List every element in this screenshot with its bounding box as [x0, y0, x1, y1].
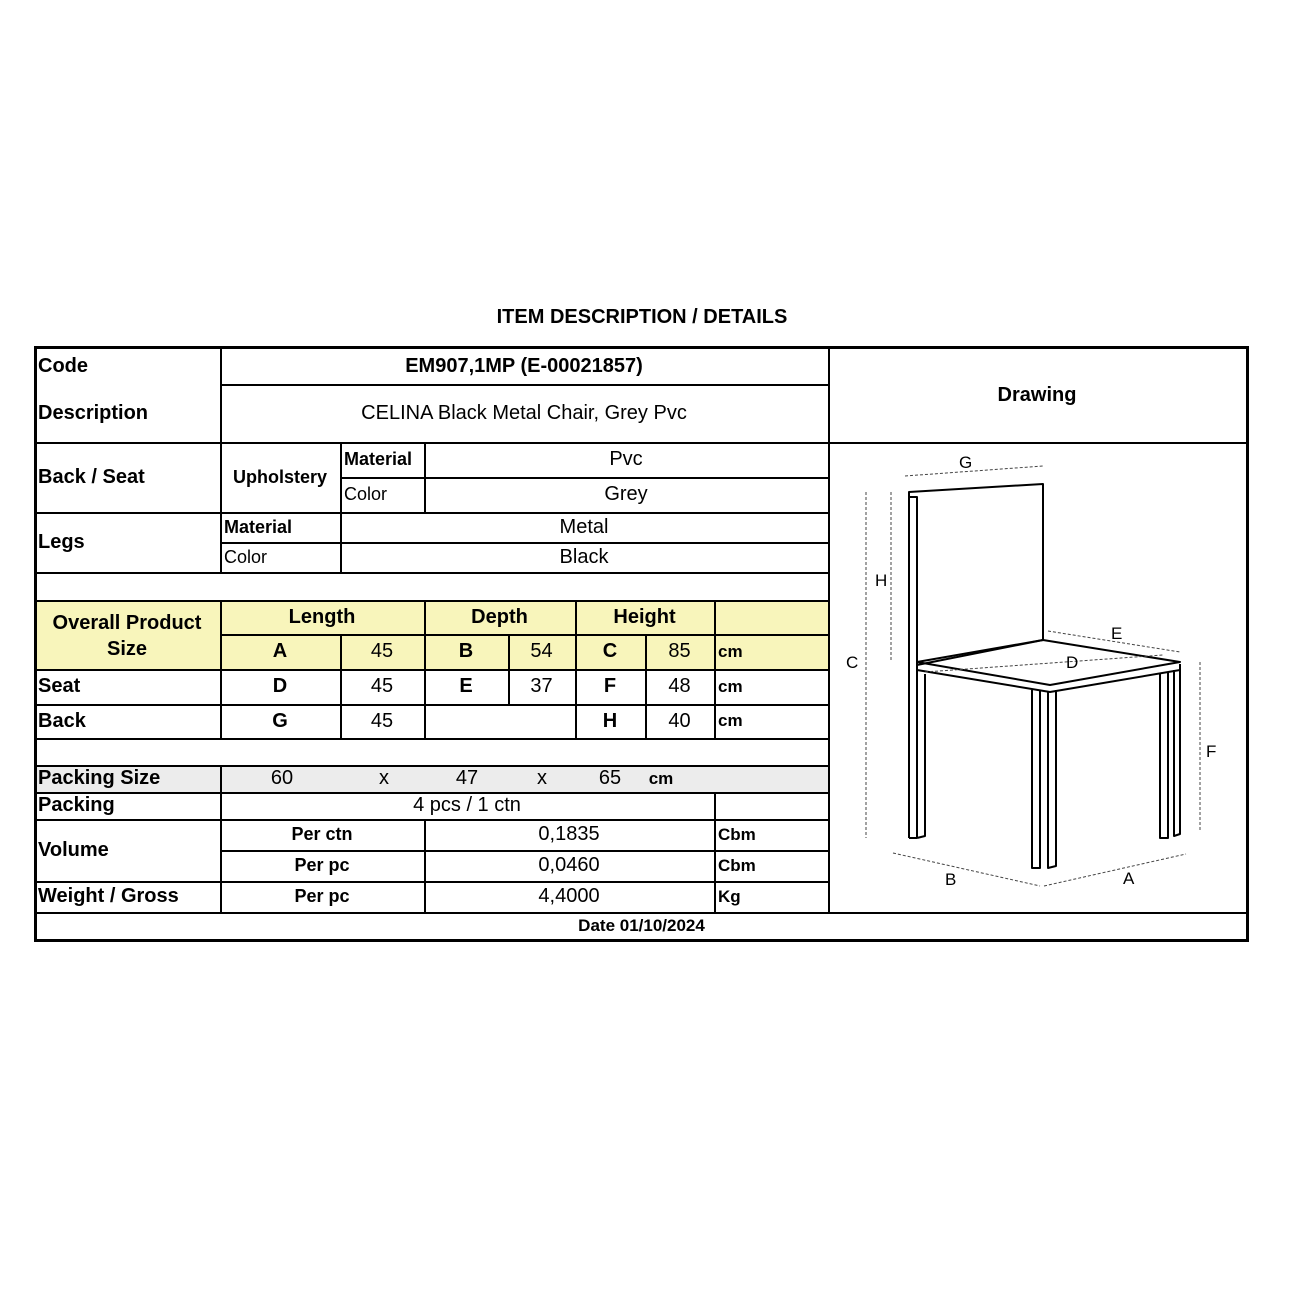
- packing-size-label: Packing Size: [38, 767, 161, 789]
- legs-material-value: Metal: [559, 515, 609, 538]
- overall-unit: cm: [718, 641, 743, 661]
- drawing-label-b: B: [945, 870, 957, 889]
- drawing-label-e: E: [1111, 624, 1123, 643]
- packing-size-x2: x: [537, 767, 547, 789]
- back-seat-material-value: Pvc: [609, 448, 643, 470]
- document-title: ITEM DESCRIPTION / DETAILS: [496, 306, 788, 328]
- overall-b-value: 54: [530, 640, 553, 662]
- back-seat-color-value: Grey: [604, 483, 648, 505]
- weight-per-pc-label: Per pc: [294, 886, 350, 907]
- packing-size-unit: cm: [648, 768, 674, 788]
- code-label: Code: [38, 354, 88, 377]
- back-h-value: 40: [668, 709, 691, 732]
- date-footer: Date 01/10/2024: [578, 915, 705, 935]
- height-header: Height: [613, 605, 676, 628]
- weight-unit: Kg: [718, 886, 741, 906]
- volume-label: Volume: [38, 838, 109, 861]
- packing-size-x1: x: [379, 767, 389, 789]
- back-seat-material-label: Material: [344, 449, 413, 470]
- overall-c-letter: C: [602, 640, 618, 662]
- drawing-header: Drawing: [997, 383, 1077, 406]
- seat-unit: cm: [718, 676, 743, 696]
- volume-per-ctn-value: 0,1835: [538, 823, 600, 845]
- depth-header: Depth: [471, 605, 528, 628]
- legs-color-value: Black: [559, 545, 609, 568]
- packing-size-depth: 47: [455, 767, 479, 789]
- description-label: Description: [38, 401, 149, 424]
- packing-label: Packing: [38, 794, 115, 816]
- volume-per-pc-value: 0,0460: [538, 854, 600, 876]
- legs-color-label: Color: [224, 546, 268, 567]
- weight-label: Weight / Gross: [38, 885, 179, 907]
- back-g-letter: G: [272, 709, 288, 732]
- back-seat-label: Back / Seat: [38, 465, 145, 488]
- drawing-label-d: D: [1066, 653, 1079, 672]
- packing-size-height: 65: [598, 767, 622, 789]
- packing-value: 4 pcs / 1 ctn: [413, 794, 521, 816]
- drawing-label-h: H: [875, 571, 888, 590]
- description-value: CELINA Black Metal Chair, Grey Pvc: [361, 401, 687, 424]
- back-h-letter: H: [602, 709, 618, 732]
- back-unit: cm: [718, 711, 743, 731]
- drawing-label-c: C: [846, 653, 859, 672]
- seat-d-letter: D: [272, 675, 288, 697]
- overall-a-letter: A: [272, 640, 288, 662]
- seat-e-value: 37: [530, 675, 553, 697]
- weight-value: 4,4000: [538, 885, 600, 907]
- seat-d-value: 45: [370, 675, 394, 697]
- length-header: Length: [288, 605, 356, 628]
- seat-label: Seat: [38, 675, 81, 697]
- back-label: Back: [38, 709, 86, 732]
- code-value: EM907,1MP (E-00021857): [405, 354, 643, 377]
- volume-per-ctn-unit: Cbm: [718, 824, 756, 844]
- packing-size-width: 60: [270, 767, 294, 789]
- spec-sheet: [34, 346, 1249, 942]
- overall-c-value: 85: [668, 640, 691, 662]
- overall-a-value: 45: [370, 640, 394, 662]
- upholstery-label: Upholstery: [232, 466, 328, 487]
- drawing-label-f: F: [1206, 742, 1217, 761]
- seat-e-letter: E: [459, 675, 473, 697]
- drawing-label-g: G: [959, 453, 973, 472]
- back-seat-color-label: Color: [344, 484, 388, 505]
- overall-size-label: Overall Product Size: [52, 611, 202, 660]
- overall-b-letter: B: [458, 640, 474, 662]
- volume-per-pc-label: Per pc: [294, 855, 350, 876]
- drawing-label-a: A: [1123, 869, 1135, 888]
- seat-f-value: 48: [668, 675, 691, 697]
- volume-per-ctn-label: Per ctn: [291, 824, 353, 845]
- back-g-value: 45: [370, 709, 394, 732]
- seat-f-letter: F: [603, 675, 617, 697]
- legs-label: Legs: [38, 530, 85, 553]
- volume-per-pc-unit: Cbm: [718, 855, 756, 875]
- legs-material-label: Material: [224, 516, 293, 537]
